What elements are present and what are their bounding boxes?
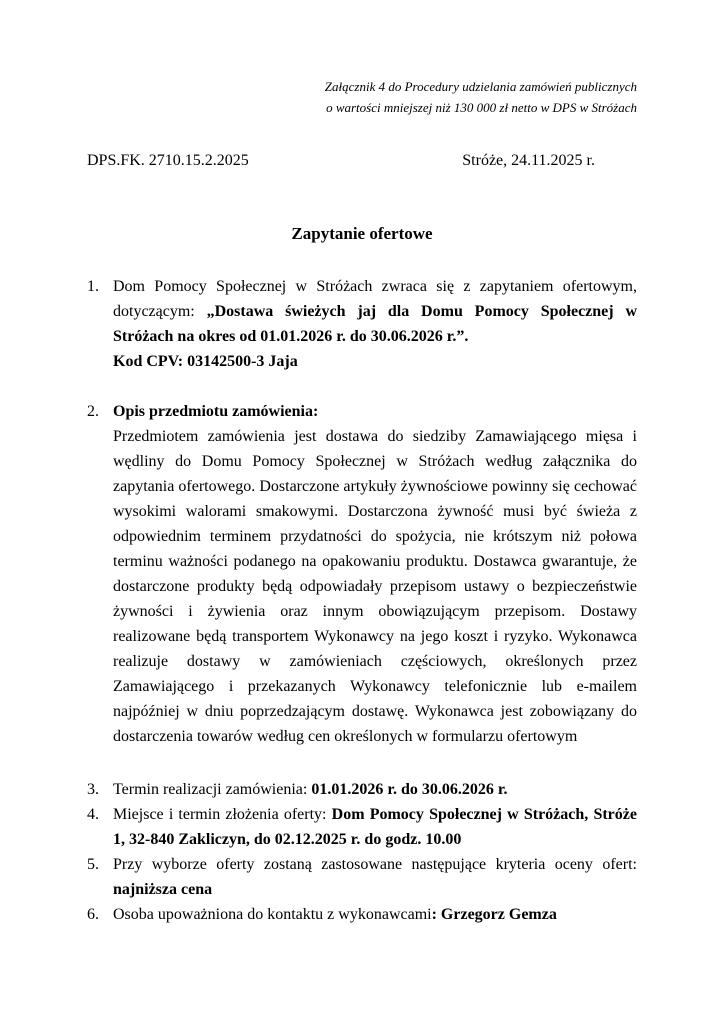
item-2-body: Przedmiotem zamówienia jest dostawa do siedziby Zamawiającego mięsa i wędliny do Domu Pomocy Społecznej w Stróżach według załącznika do zapytania ofertowego. Dostarczone artykuły żywnościowe powinny się cechować wysokimi walorami smakowymi. Dostarczona żywność musi być świeża z odpowiednim terminem przydatności do spożycia, nie krótszym niż połowa terminu ważności podanego na opakowaniu produktu. Dostawca gwarantuje, że dostarczone produkty będą odpowiadały przepisom ustawy o bezpieczeństwie żywności i żywienia oraz innym obowiązującym przepisom. Dostawy realizowane będą transportem Wykonawcy na jego koszt i ryzyko. Wykonawca realizuje dostawy w zamówieniach częściowych, określonych przez Zamawiającego i przekazanych Wykonawcy telefonicznie lub e-mailem najpóźniej w dniu poprzedzającym dostawę. Wykonawca jest zobowiązany do dostarczenia towarów według cen określonych w formularzu ofertowym [113, 428, 637, 745]
document-title: Zapytanie ofertowe [291, 224, 433, 243]
reference-number: DPS.FK. 2710.15.2.2025 [87, 152, 249, 169]
item-6-value: : Grzegorz Gemza [431, 906, 557, 923]
item-number: 2. [87, 403, 99, 420]
list-item-3 [87, 777, 637, 802]
place-date: Stróże, 24.11.2025 r. [462, 152, 595, 169]
item-4-lead: Miejsce i termin złożenia oferty: [113, 806, 332, 823]
item-content [113, 777, 637, 802]
item-4-value: Dom Pomocy Społecznej w Stróżach, Stróże 1, 32-840 Zakliczyn, do 02.12.2025 r. do godz. 10.00 [113, 806, 637, 848]
item-number: 5. [87, 856, 99, 873]
list-item-6 [87, 902, 637, 927]
item-2-heading: Opis przedmiotu zamówienia: [113, 403, 319, 420]
annex-note [87, 76, 637, 118]
list-item-4 [87, 802, 637, 852]
numbered-list [87, 274, 637, 927]
item-number: 3. [87, 781, 99, 798]
item-content [113, 399, 637, 749]
item-5-lead: Przy wyborze oferty zostaną zastosowane następujące kryteria oceny ofert: [113, 856, 637, 873]
item-1-subject: „Dostawa świeżych jaj dla Domu Pomocy Społecznej w Stróżach na okres od 01.01.2026 r. do 30.06.2026 r.”. [113, 303, 637, 345]
item-1-cpv-code: Kod CPV: 03142500-3 Jaja [113, 353, 298, 370]
list-item-2 [87, 399, 637, 749]
item-content [113, 802, 637, 852]
item-number: 6. [87, 906, 99, 923]
reference-row [87, 148, 637, 173]
annex-note-line-1: Załącznik 4 do Procedury udzielania zamówień publicznych [324, 79, 637, 94]
item-number: 1. [87, 278, 99, 295]
item-1-lead: Dom Pomocy Społecznej w Stróżach zwraca się z zapytaniem ofertowym, dotyczącym: [113, 278, 637, 320]
item-content [113, 902, 637, 927]
annex-note-line-2: o wartości mniejszej niż 130 000 zł netto w DPS w Stróżach [326, 100, 637, 115]
item-1-paragraph [113, 274, 637, 349]
item-number: 4. [87, 806, 99, 823]
list-item-5 [87, 852, 637, 902]
item-6-lead: Osoba upoważniona do kontaktu z wykonawcami [113, 906, 432, 923]
item-content [113, 274, 637, 374]
item-content [113, 852, 637, 902]
item-5-value: najniższa cena [113, 881, 213, 898]
item-3-lead: Termin realizacji zamówienia: [113, 781, 312, 798]
list-item-1 [87, 274, 637, 374]
item-3-value: 01.01.2026 r. do 30.06.2026 r. [311, 781, 508, 798]
